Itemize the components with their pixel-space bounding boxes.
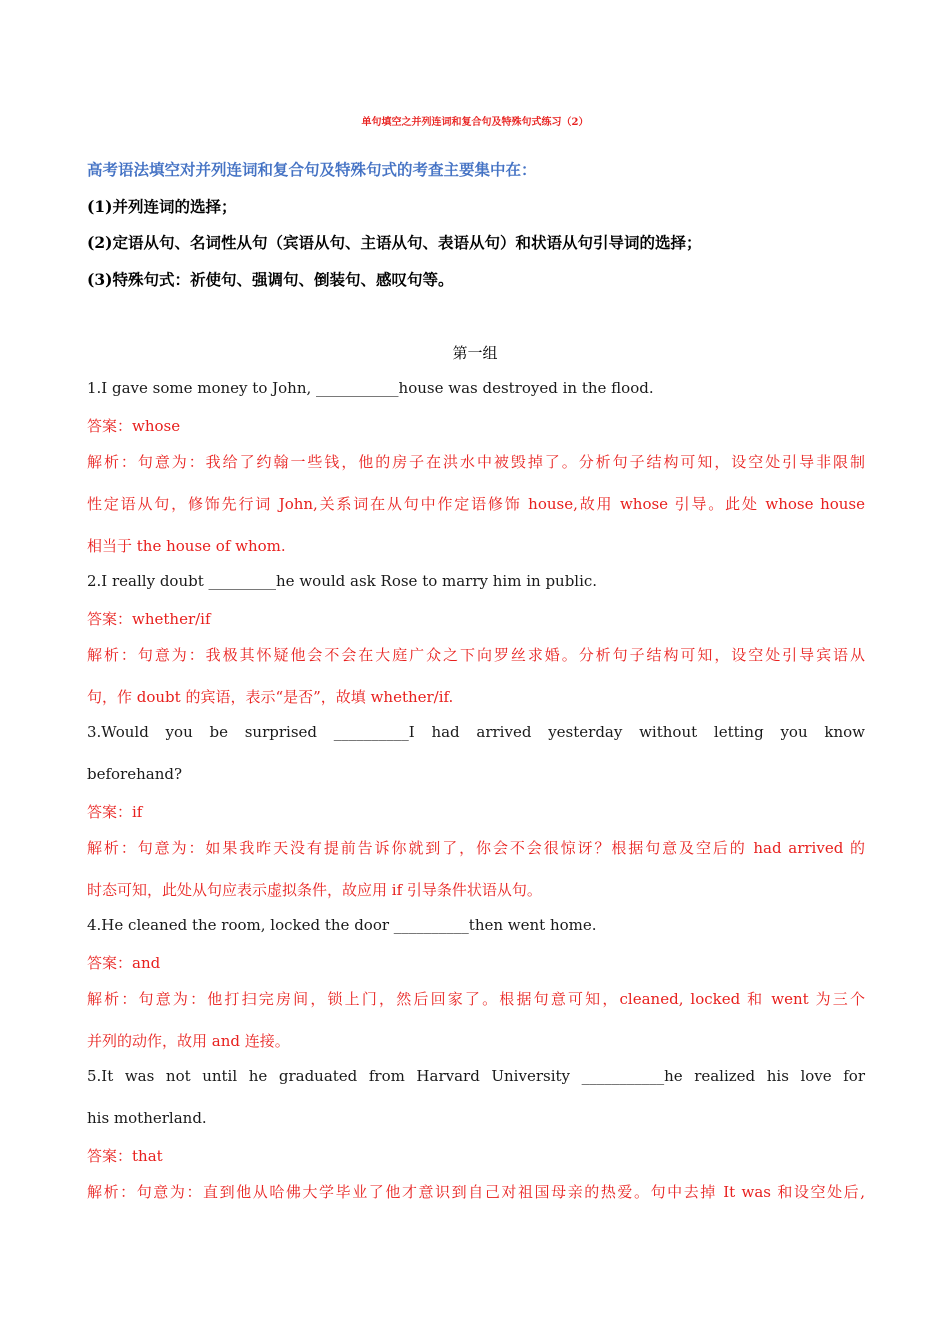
analysis-4-line-2: 并列的动作，故用 and 连接。 (87, 1032, 290, 1050)
analysis-1-line-2: 性定语从句，修饰先行词 John,关系词在从句中作定语修饰 house,故用 whose 引导。此处 whose house (87, 495, 865, 513)
analysis-3-line-2: 时态可知，此处从句应表示虚拟条件，故应用 if 引导条件状语从句。 (87, 881, 542, 899)
answer-4: 答案：and (87, 954, 161, 972)
question-4-line-1: 4.He cleaned the room, locked the door __________then went home. (87, 916, 597, 934)
page-title: 单句填空之并列连词和复合句及特殊句式练习（2） (361, 117, 589, 128)
answer-1: 答案：whose (87, 417, 181, 435)
group-title: 第一组 (452, 344, 498, 362)
question-5-line-2: his motherland. (87, 1109, 207, 1127)
question-2-line-1: 2.I really doubt _________he would ask Rose to marry him in public. (87, 572, 598, 590)
analysis-2-line-2: 句，作 doubt 的宾语，表示“是否”，故填 whether/if. (87, 688, 454, 706)
point-1: (1)并列连词的选择； (87, 197, 237, 216)
answer-3: 答案：if (87, 803, 143, 821)
analysis-1-line-1: 解析：句意为：我给了约翰一些钱，他的房子在洪水中被毁掉了。分析句子结构可知，设空处引导非限制 (87, 453, 865, 471)
analysis-2-line-1: 解析：句意为：我极其怀疑他会不会在大庭广众之下向罗丝求婚。分析句子结构可知，设空处引导宾语从 (87, 646, 865, 664)
question-1-line-1: 1.I gave some money to John, ___________house was destroyed in the flood. (87, 379, 654, 397)
question-5-line-1: 5.It was not until he graduated from Harvard University ___________he realized his love for (87, 1067, 865, 1085)
intro-text: 高考语法填空对并列连词和复合句及特殊句式的考查主要集中在： (87, 160, 537, 179)
point-2: (2)定语从句、名词性从句（宾语从句、主语从句、表语从句）和状语从句引导词的选择； (87, 233, 702, 252)
answer-5: 答案：that (87, 1147, 163, 1165)
analysis-4-line-1: 解析：句意为：他打扫完房间，锁上门，然后回家了。根据句意可知，cleaned, locked 和 went 为三个 (87, 990, 865, 1008)
analysis-3-line-1: 解析：句意为：如果我昨天没有提前告诉你就到了，你会不会很惊讶？根据句意及空后的 had arrived 的 (87, 839, 865, 857)
point-3: (3)特殊句式：祈使句、强调句、倒装句、感叹句等。 (87, 270, 454, 289)
analysis-1-line-3: 相当于 the house of whom. (87, 537, 286, 555)
question-3-line-2: beforehand? (87, 765, 183, 783)
answer-2: 答案：whether/if (87, 610, 211, 628)
analysis-5-line-1: 解析：句意为：直到他从哈佛大学毕业了他才意识到自己对祖国母亲的热爱。句中去掉 It was 和设空处后, (87, 1183, 865, 1201)
question-3-line-1: 3.Would you be surprised __________I had arrived yesterday without letting you know (87, 723, 865, 741)
